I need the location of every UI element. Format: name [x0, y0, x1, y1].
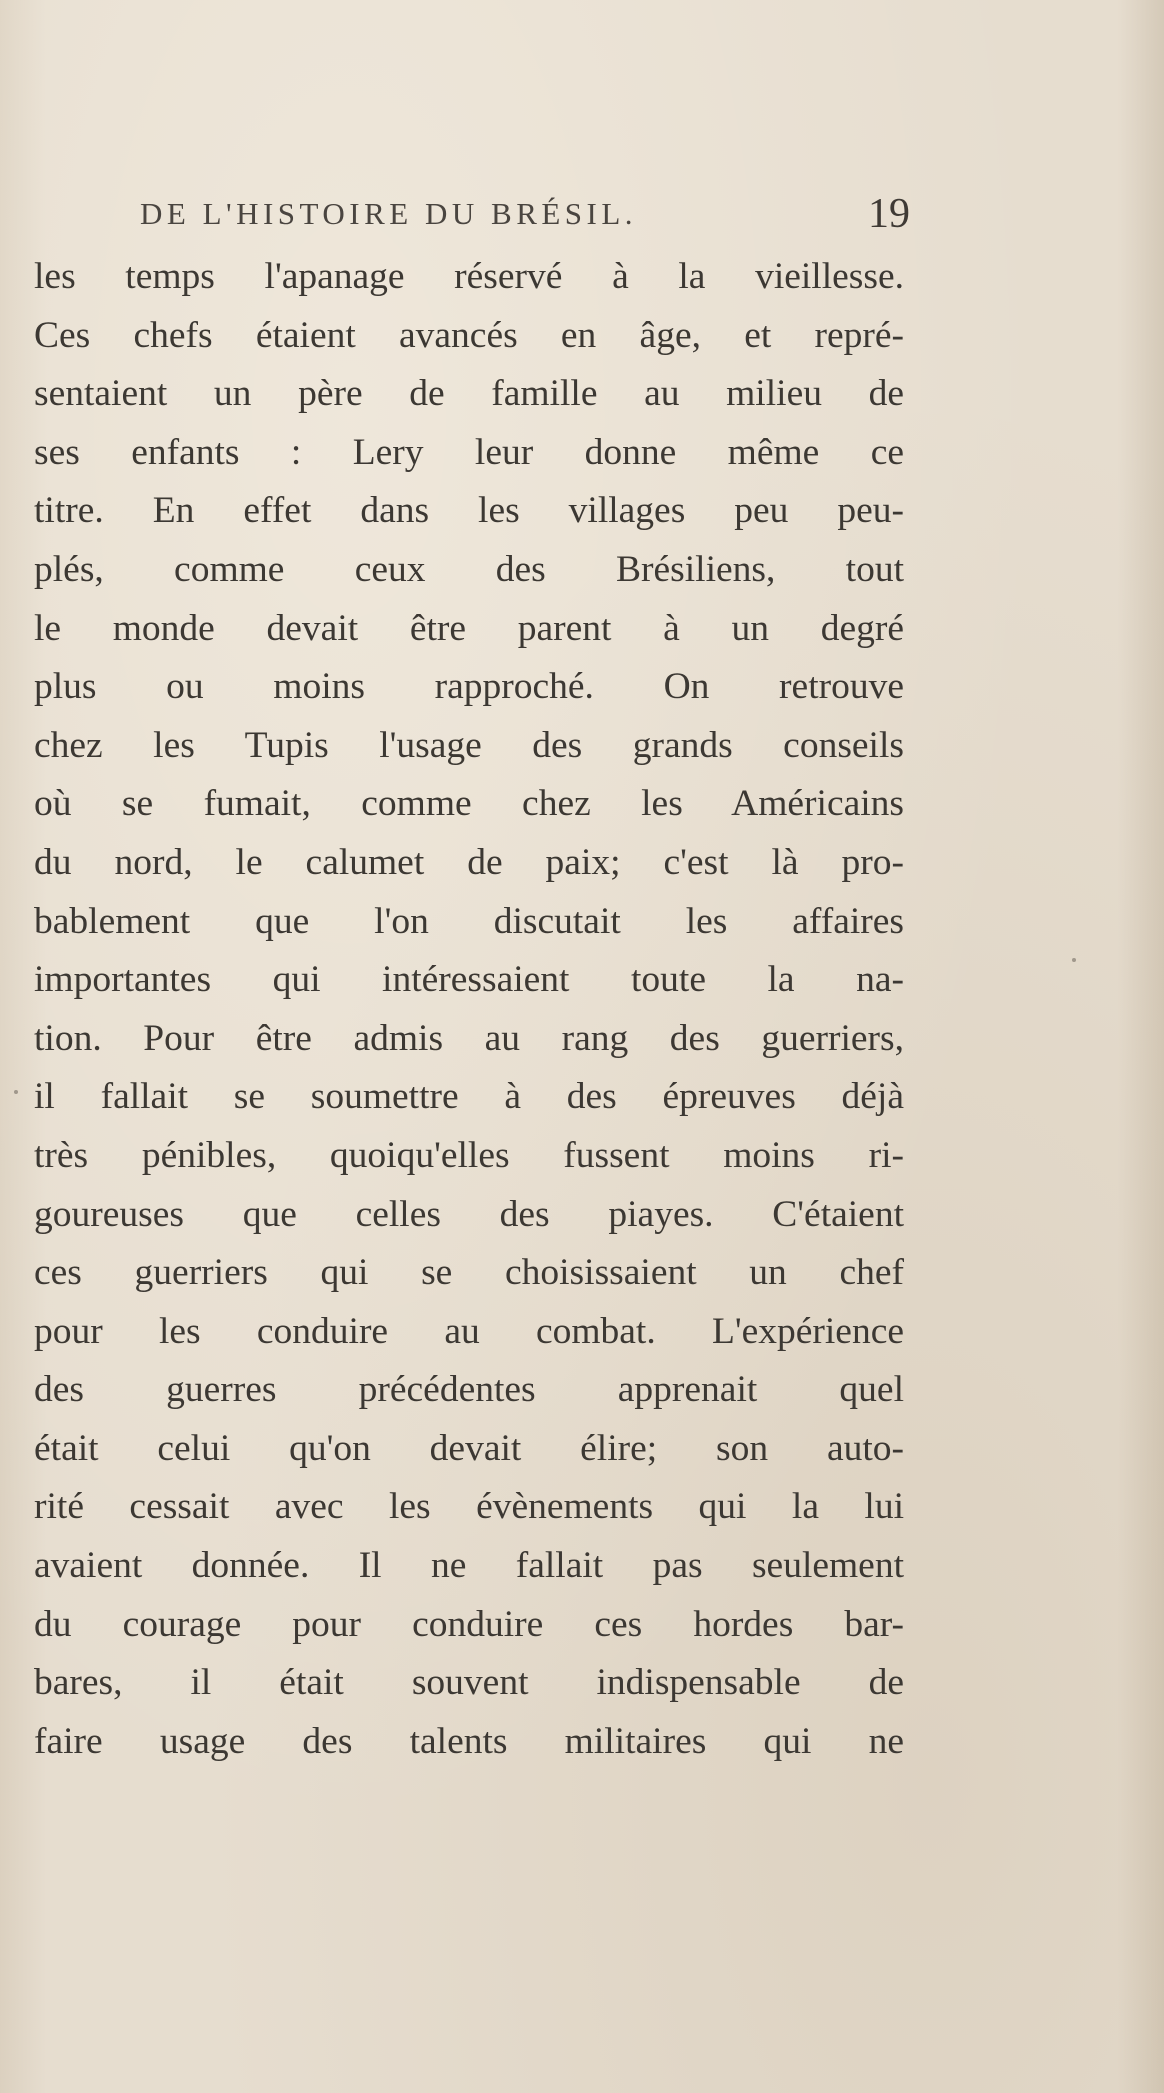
- text-line: ces guerriers qui se choisissaient un chef: [34, 1252, 904, 1294]
- text-line: des guerres précédentes apprenait quel: [34, 1369, 904, 1411]
- text-line: où se fumait, comme chez les Américains: [34, 783, 904, 825]
- running-title: DE L'HISTOIRE DU BRÉSIL.: [140, 196, 638, 231]
- text-line: bares, il était souvent indispensable de: [34, 1662, 904, 1704]
- text-line: importantes qui intéressaient toute la na-: [34, 959, 904, 1001]
- text-line: les temps l'apanage réservé à la vieillesse.: [34, 256, 904, 297]
- text-line: il fallait se soumettre à des épreuves déjà: [34, 1076, 904, 1118]
- text-line: plés, comme ceux des Brésiliens, tout: [34, 548, 904, 590]
- text-line: faire usage des talents militaires qui ne: [34, 1720, 904, 1762]
- text-line: tion. Pour être admis au rang des guerriers,: [34, 1017, 904, 1059]
- text-line: goureuses que celles des piayes. C'étaient: [34, 1193, 904, 1235]
- text-line: du nord, le calumet de paix; c'est là pro-: [34, 841, 904, 883]
- text-line: plus ou moins rapproché. On retrouve: [34, 666, 904, 708]
- text-line: ses enfants : Lery leur donne même ce: [34, 431, 904, 473]
- text-line: bablement que l'on discutait les affaires: [34, 900, 904, 942]
- text-line: était celui qu'on devait élire; son auto-: [34, 1427, 904, 1469]
- text-line: du courage pour conduire ces hordes bar-: [34, 1603, 904, 1645]
- text-line: chez les Tupis l'usage des grands conseils: [34, 724, 904, 766]
- text-line: pour les conduire au combat. L'expérience: [34, 1310, 904, 1352]
- paper-speck: [14, 1090, 18, 1094]
- body-text: [34, 248, 904, 1771]
- running-head: [140, 190, 910, 244]
- text-line: Ces chefs étaient avancés en âge, et repré-: [34, 314, 904, 356]
- page-number: 19: [868, 191, 910, 237]
- text-line: rité cessait avec les évènements qui la lui: [34, 1486, 904, 1528]
- text-line: très pénibles, quoiqu'elles fussent moins ri-: [34, 1134, 904, 1176]
- paper-speck: [1072, 958, 1076, 962]
- text-line: le monde devait être parent à un degré: [34, 607, 904, 649]
- text-line: sentaient un père de famille au milieu de: [34, 373, 904, 415]
- text-line: avaient donnée. Il ne fallait pas seulement: [34, 1545, 904, 1587]
- text-line: titre. En effet dans les villages peu peu-: [34, 490, 904, 532]
